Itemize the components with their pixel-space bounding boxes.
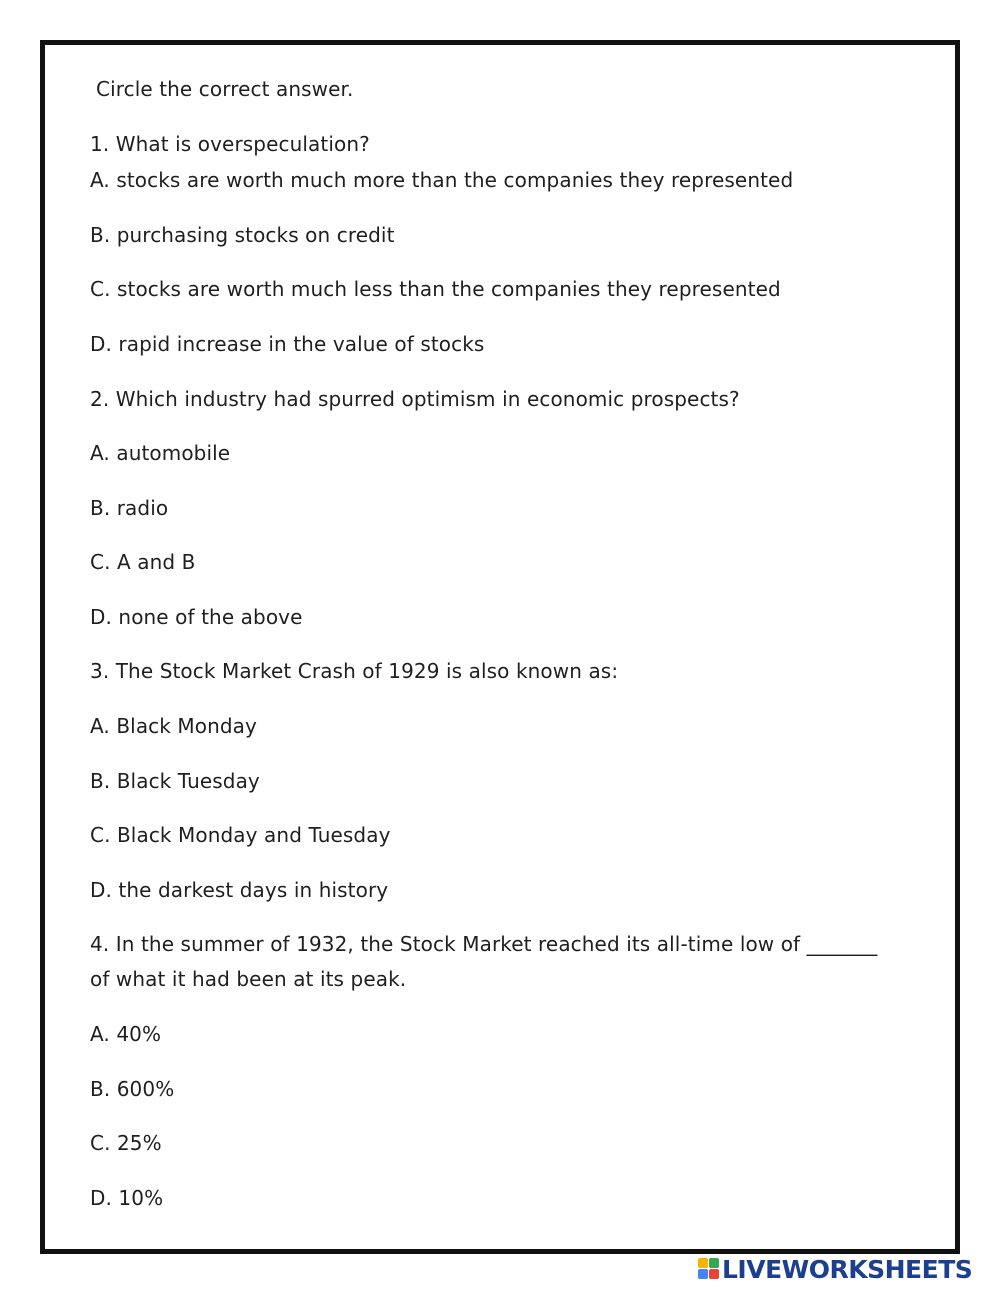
liveworksheets-logo[interactable] — [698, 1255, 972, 1283]
question-3-option-d[interactable]: D. the darkest days in history — [90, 878, 389, 902]
question-4-prompt: 4. In the summer of 1932, the Stock Market reached its all-time low of _______ of what it had been at its peak. — [90, 932, 878, 991]
question-2-option-c[interactable]: C. A and B — [90, 550, 196, 574]
instruction-text: Circle the correct answer. — [96, 77, 354, 101]
question-1-option-d[interactable]: D. rapid increase in the value of stocks — [90, 332, 485, 356]
question-1-option-b[interactable]: B. purchasing stocks on credit — [90, 223, 395, 247]
question-4-option-d[interactable]: D. 10% — [90, 1186, 164, 1210]
question-1-option-a[interactable]: A. stocks are worth much more than the companies they represented — [90, 168, 794, 192]
question-3-option-a[interactable]: A. Black Monday — [90, 714, 257, 738]
question-2-option-d[interactable]: D. none of the above — [90, 605, 303, 629]
question-1-prompt: 1. What is overspeculation? — [90, 132, 370, 156]
question-1-option-c[interactable]: C. stocks are worth much less than the companies they represented — [90, 277, 781, 301]
question-4-option-a[interactable]: A. 40% — [90, 1022, 162, 1046]
question-2-option-b[interactable]: B. radio — [90, 496, 169, 520]
liveworksheets-blocks-icon — [698, 1258, 720, 1280]
question-2-prompt: 2. Which industry had spurred optimism in economic prospects? — [90, 387, 740, 411]
question-4-option-b[interactable]: B. 600% — [90, 1077, 175, 1101]
question-3-prompt: 3. The Stock Market Crash of 1929 is also known as: — [90, 659, 619, 683]
question-3-option-b[interactable]: B. Black Tuesday — [90, 769, 260, 793]
question-2-option-a[interactable]: A. automobile — [90, 441, 231, 465]
question-3-option-c[interactable]: C. Black Monday and Tuesday — [90, 823, 391, 847]
question-4-option-c[interactable]: C. 25% — [90, 1131, 162, 1155]
brand-name: LIVEWORKSHEETS — [722, 1254, 973, 1284]
